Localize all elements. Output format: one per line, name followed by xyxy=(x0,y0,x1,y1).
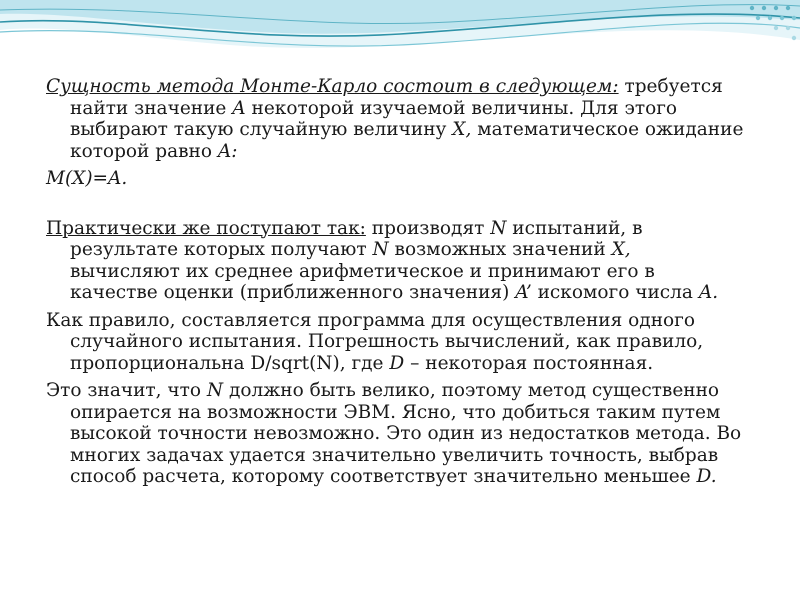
var-a: A: xyxy=(217,140,238,162)
text-run: возможных значений xyxy=(388,239,612,260)
var-a: A xyxy=(232,97,246,119)
paragraph-monte-carlo-essence xyxy=(46,76,746,162)
var-x: X, xyxy=(452,119,472,140)
text-run: вычисляют их среднее арифметическое и принимают его в качестве оценки (приближенного значения) xyxy=(70,260,655,303)
paragraph-conclusion xyxy=(46,380,746,488)
text-run: некоторой изучаемой величины. Для этого выбирают такую случайную величину xyxy=(70,97,678,140)
text-run: должно быть велико, поэтому метод существенно опирается на возможности ЭВМ. Ясно, что добиться таким путем высокой точности невозможно. Это один из недостатков метода. Во многих задачах удается значительно увеличить точность, выбрав способ расчета, которому соответствует значительно меньшее xyxy=(70,380,742,487)
text-run: математическое ожидание которой равно xyxy=(70,119,744,162)
text-run: требуется найти значение xyxy=(70,76,723,119)
var-a: A. xyxy=(698,282,719,303)
decorative-wave-header xyxy=(0,0,800,80)
var-d: D. xyxy=(696,466,717,487)
text-run: Это значит, что xyxy=(46,380,207,401)
practice-lead: Практически же поступают так: xyxy=(46,217,366,239)
slide-body xyxy=(46,76,746,494)
formula-expectation: M(X)=A. xyxy=(46,168,128,189)
var-x: X, xyxy=(611,239,631,260)
paragraph-program xyxy=(46,310,746,375)
var-n: N xyxy=(372,239,389,260)
text-run: производят xyxy=(365,217,491,239)
spacer xyxy=(46,196,746,218)
paragraph-practice xyxy=(46,218,746,304)
var-n: N xyxy=(206,380,224,401)
text-run: искомого числа xyxy=(531,282,699,303)
text-run: – некоторая постоянная. xyxy=(404,352,654,374)
var-d: D xyxy=(389,352,405,374)
var-n: N xyxy=(490,217,507,239)
text-run: испытаний, в результате которых получают xyxy=(70,217,643,260)
var-a-prime: A’ xyxy=(515,282,532,303)
text-run: Как правило, составляется программа для осуществления одного случайного испытания. Погрешность вычислений, как правило, пропорциональна D/sqrt(N), где xyxy=(46,309,704,374)
decorative-dots xyxy=(740,0,800,60)
essence-lead: Сущность метода Монте-Карло состоит в следующем: xyxy=(46,76,619,97)
